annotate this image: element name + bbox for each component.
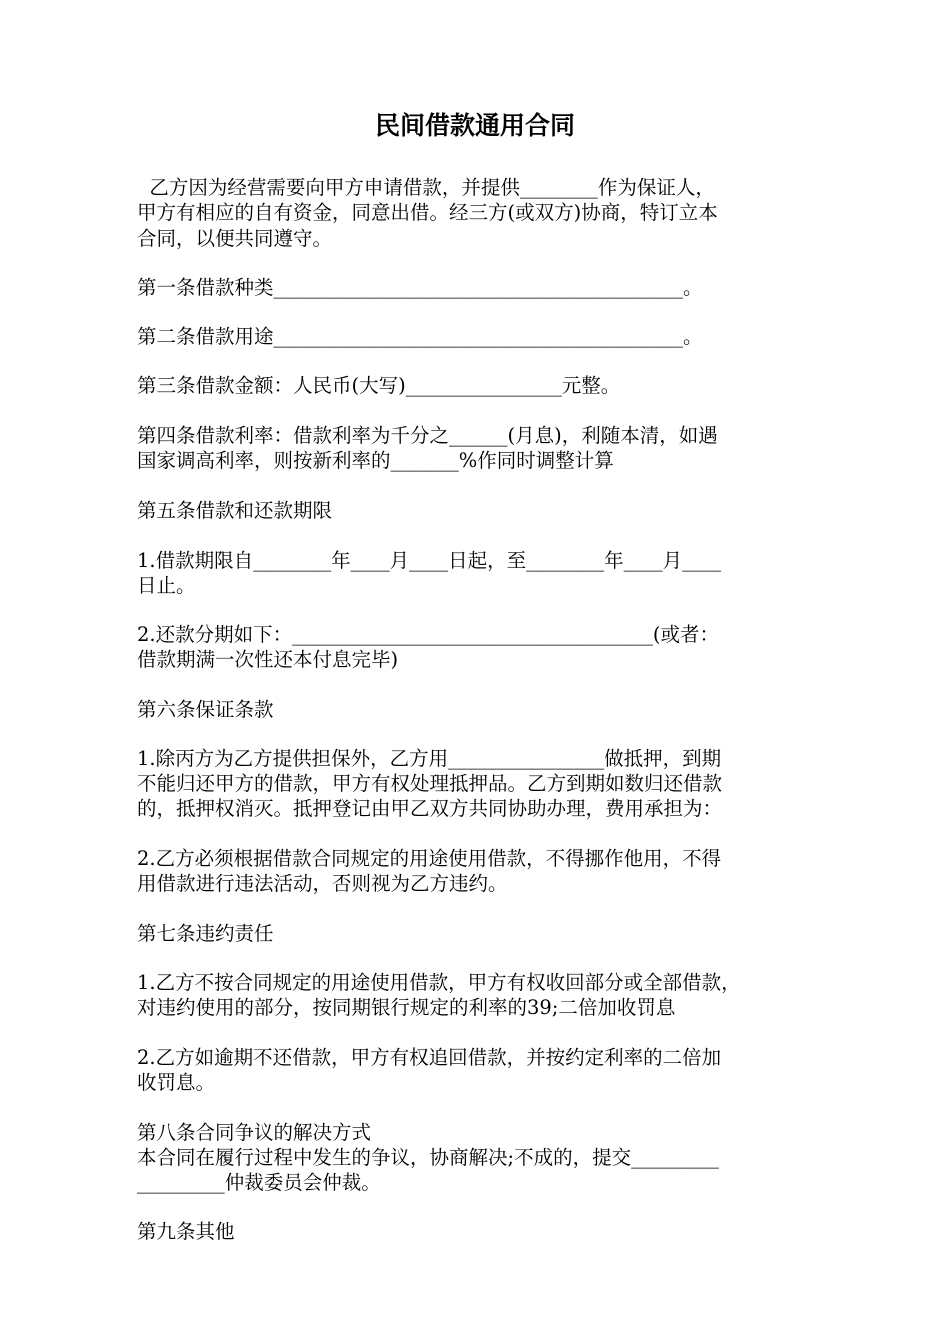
clause-4-interest-line-2: 国家调高利率，则按新利率的_______%作同时调整计算 xyxy=(137,449,614,472)
clause-8-heading: 第八条合同争议的解决方式 xyxy=(137,1121,372,1144)
clause-3-loan-amount: 第三条借款金额：人民币(大写)________________元整。 xyxy=(137,374,621,397)
clause-7-item-2-line-2: 收罚息。 xyxy=(137,1071,216,1094)
clause-6-item-1-line-1: 1.除丙方为乙方提供担保外，乙方用________________做抵押，到期 xyxy=(137,747,722,770)
clause-8-text-line-2: _________仲裁委员会仲裁。 xyxy=(137,1171,381,1194)
clause-6-item-2-line-1: 2.乙方必须根据借款合同规定的用途使用借款，不得挪作他用，不得 xyxy=(137,847,722,870)
clause-6-item-1-line-3: 的，抵押权消灭。抵押登记由甲乙双方共同协助办理，费用承担为： xyxy=(137,797,723,820)
clause-6-item-1-line-2: 不能归还甲方的借款，甲方有权处理抵押品。乙方到期如数归还借款 xyxy=(137,772,723,795)
document-title: 民间借款通用合同 xyxy=(374,111,575,140)
clause-1-loan-type: 第一条借款种类__________________________________________。 xyxy=(137,276,703,299)
clause-6-heading: 第六条保证条款 xyxy=(137,698,274,721)
preamble-line-1: 乙方因为经营需要向甲方申请借款，并提供________作为保证人， xyxy=(137,176,715,199)
clause-5-item-2-line-2: 借款期满一次性还本付息完毕) xyxy=(137,648,399,671)
clause-5-item-1-line-2: 日止。 xyxy=(137,574,196,597)
clause-5-item-2-line-1: 2.还款分期如下：_____________________________________(或者： xyxy=(137,623,719,646)
clause-7-heading: 第七条违约责任 xyxy=(137,922,274,945)
clause-5-heading: 第五条借款和还款期限 xyxy=(137,499,333,522)
clause-2-loan-purpose: 第二条借款用途__________________________________________。 xyxy=(137,325,703,348)
clause-7-item-1-line-2: 对违约使用的部分，按同期银行规定的利率的39;二倍加收罚息 xyxy=(137,996,676,1019)
clause-5-item-1-line-1: 1.借款期限自________年____月____日起，至________年____月____ xyxy=(137,549,722,572)
clause-7-item-1-line-1: 1.乙方不按合同规定的用途使用借款，甲方有权收回部分或全部借款， xyxy=(137,971,741,994)
preamble-line-3: 合同，以便共同遵守。 xyxy=(137,227,333,250)
clause-7-item-2-line-1: 2.乙方如逾期不还借款，甲方有权追回借款，并按约定利率的二倍加 xyxy=(137,1046,722,1069)
clause-4-interest-line-1: 第四条借款利率：借款利率为千分之______(月息)，利随本清，如遇 xyxy=(137,424,718,447)
preamble-line-2: 甲方有相应的自有资金，同意出借。经三方(或双方)协商，特订立本 xyxy=(137,201,718,224)
clause-8-text-line-1: 本合同在履行过程中发生的争议，协商解决;不成的，提交_________ xyxy=(137,1146,719,1169)
clause-6-item-2-line-2: 用借款进行违法活动，否则视为乙方违约。 xyxy=(137,872,508,895)
clause-9-heading: 第九条其他 xyxy=(137,1220,235,1243)
